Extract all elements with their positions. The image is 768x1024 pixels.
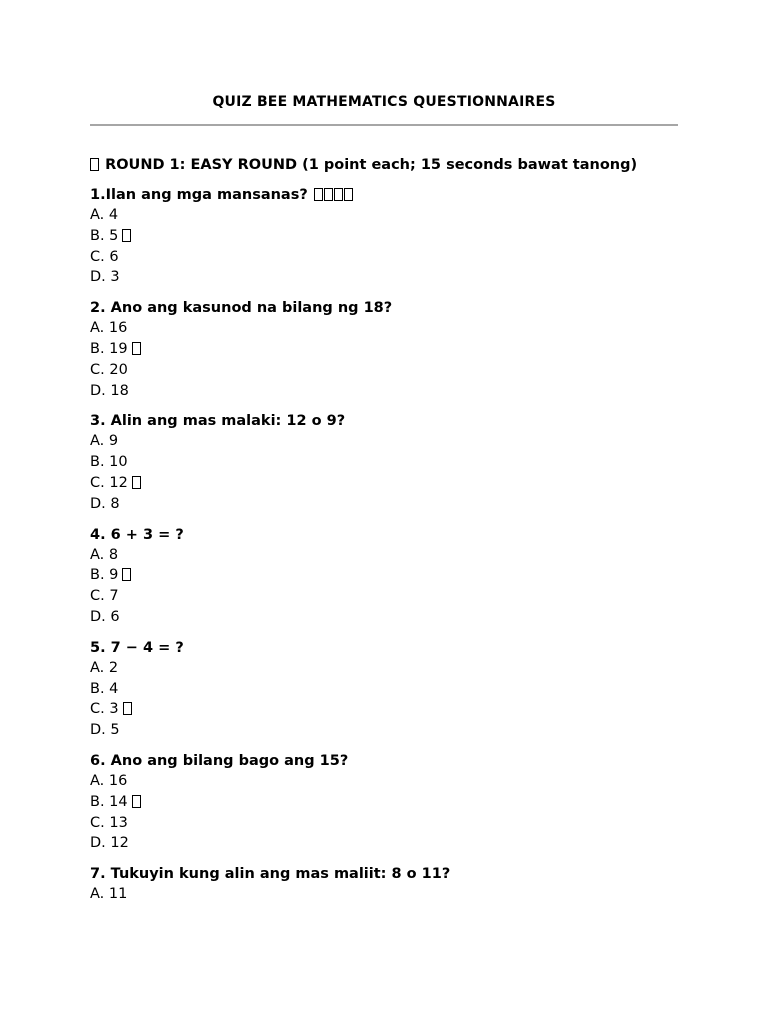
question-text [90, 185, 690, 205]
question-block [90, 864, 690, 905]
answer-option [90, 339, 690, 360]
document-title: QUIZ BEE MATHEMATICS QUESTIONNAIRES [212, 94, 556, 110]
answer-option-label: C. 7 [90, 588, 119, 605]
apple-emoji-group [313, 187, 353, 203]
question-block [90, 638, 690, 741]
question-text-label: 5. 7 − 4 = ? [90, 639, 184, 656]
answer-option [90, 813, 690, 834]
round-heading-text: ROUND 1: EASY ROUND (1 point each; 15 seconds bawat tanong) [105, 157, 638, 173]
apple-icon [334, 188, 343, 201]
answer-option [90, 494, 690, 515]
answer-option-label: A. 16 [90, 320, 128, 337]
question-text-label: 3. Alin ang mas malaki: 12 o 9? [90, 413, 346, 430]
apple-icon [314, 188, 323, 201]
question-text-label: 7. Tukuyin kung alin ang mas maliit: 8 o 11? [90, 866, 451, 883]
question-block [90, 298, 690, 401]
apple-icon [344, 188, 353, 201]
answer-option [90, 658, 690, 679]
answer-option-label: D. 18 [90, 382, 129, 399]
answer-option-label: B. 10 [90, 454, 128, 471]
answer-option-label: C. 6 [90, 248, 119, 265]
apple-icon [324, 188, 333, 201]
answer-option-label: D. 8 [90, 495, 120, 512]
answer-option [90, 267, 690, 288]
question-text [90, 411, 690, 431]
answer-option-label: B. 5 [90, 227, 119, 244]
answer-option-label: C. 3 [90, 701, 119, 718]
answer-option-label: D. 12 [90, 835, 129, 852]
question-text-label: 6. Ano ang bilang bago ang 15? [90, 752, 349, 769]
round-heading [90, 156, 637, 174]
answer-option-label: C. 13 [90, 814, 128, 831]
answer-option [90, 205, 690, 226]
answer-option [90, 226, 690, 247]
answer-option [90, 247, 690, 268]
answer-option [90, 679, 690, 700]
answer-option-label: D. 3 [90, 269, 120, 286]
answer-option [90, 792, 690, 813]
question-text [90, 751, 690, 771]
answer-option-label: D. 5 [90, 722, 120, 739]
answer-option [90, 360, 690, 381]
question-text-label: 4. 6 + 3 = ? [90, 526, 184, 543]
answer-option [90, 473, 690, 494]
question-block [90, 525, 690, 628]
answer-option [90, 699, 690, 720]
answer-option [90, 771, 690, 792]
answer-option [90, 318, 690, 339]
answer-option [90, 607, 690, 628]
correct-answer-icon [132, 476, 141, 489]
answer-option-label: B. 4 [90, 680, 119, 697]
answer-option [90, 884, 690, 905]
question-block [90, 411, 690, 514]
question-text [90, 298, 690, 318]
answer-option [90, 565, 690, 586]
question-text [90, 638, 690, 658]
answer-option-label: A. 8 [90, 546, 119, 563]
answer-option-label: A. 2 [90, 659, 119, 676]
question-block [90, 185, 690, 288]
question-block [90, 751, 690, 854]
correct-answer-icon [122, 229, 131, 242]
answer-option [90, 452, 690, 473]
question-list [90, 185, 690, 915]
answer-option-label: A. 4 [90, 207, 119, 223]
answer-option [90, 720, 690, 741]
answer-option-label: C. 12 [90, 474, 128, 491]
answer-option-label: B. 9 [90, 567, 119, 584]
correct-answer-icon [123, 702, 132, 715]
answer-option [90, 545, 690, 566]
title-divider [90, 124, 678, 126]
question-text-label: 1.Ilan ang mga mansanas? [90, 187, 308, 203]
answer-option [90, 833, 690, 854]
correct-answer-icon [132, 795, 141, 808]
answer-option-label: A. 11 [90, 886, 128, 903]
answer-option-label: D. 6 [90, 608, 120, 625]
correct-answer-icon [132, 342, 141, 355]
question-text [90, 864, 690, 884]
answer-option-label: C. 20 [90, 361, 128, 378]
answer-option-label: B. 14 [90, 793, 128, 810]
question-text-label: 2. Ano ang kasunod na bilang ng 18? [90, 300, 393, 317]
answer-option-label: A. 9 [90, 433, 119, 450]
question-text [90, 525, 690, 545]
answer-option [90, 586, 690, 607]
answer-option-label: A. 16 [90, 772, 128, 789]
answer-option-label: B. 19 [90, 340, 128, 357]
answer-option [90, 381, 690, 402]
correct-answer-icon [122, 568, 131, 581]
answer-option [90, 431, 690, 452]
round-emoji-icon [90, 158, 99, 171]
